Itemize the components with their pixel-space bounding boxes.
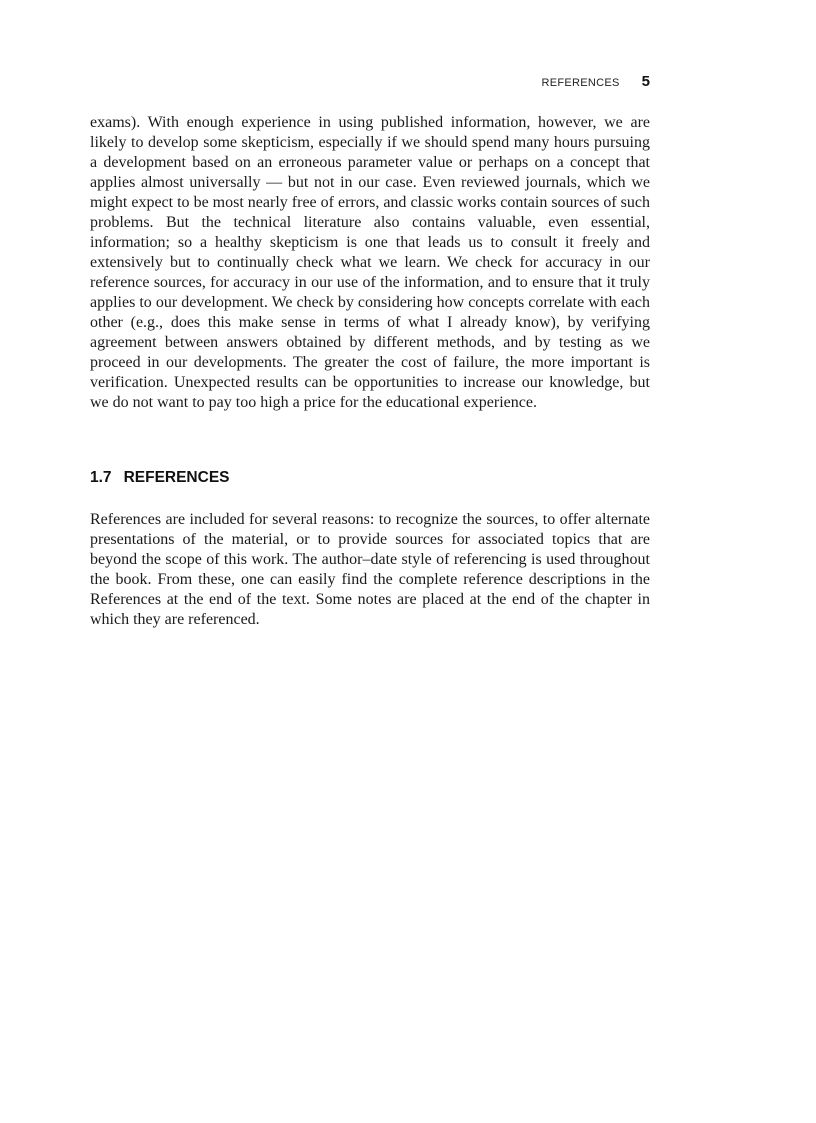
body-paragraph-2: References are included for several reasons: to recognize the sources, to offer alternate presentations of the material, or to provide sources for associated topics that are beyond the scope of this work. The author–date style of referencing is used throughout the book. From these, one can easily find the complete reference descriptions in the References at the end of the text. Some notes are placed at the end of the chapter in which they are referenced.	[90, 511, 650, 628]
section-number: 1.7	[90, 469, 112, 486]
page-number: 5	[641, 73, 650, 90]
section-title: REFERENCES	[123, 469, 230, 486]
running-title: REFERENCES	[541, 77, 620, 89]
running-head	[541, 73, 650, 90]
section-heading	[90, 469, 230, 487]
body-paragraph-1: exams). With enough experience in using published information, however, we are likely to develop some skepticism, especially if we should spend many hours pursuing a development based on an erroneous parameter value or perhaps on a concept that applies almost universally — but not in our case. Even reviewed journals, which we might expect to be most nearly free of errors, and classic works contain sources of such problems. But the technical literature also contains valuable, even essential, information; so a healthy skepticism is one that leads us to consult it freely and extensively but to continually check what we learn. We check for accuracy in our reference sources, for accuracy in our use of the information, and to ensure that it truly applies to our development. We check by considering how concepts correlate with each other (e.g., does this make sense in terms of what I already know), by verifying agreement between answers obtained by different methods, and by testing as we proceed in our developments. The greater the cost of failure, the more important is verification. Unexpected results can be opportunities to increase our knowledge, but we do not want to pay too high a price for the educational experience.	[90, 114, 650, 411]
